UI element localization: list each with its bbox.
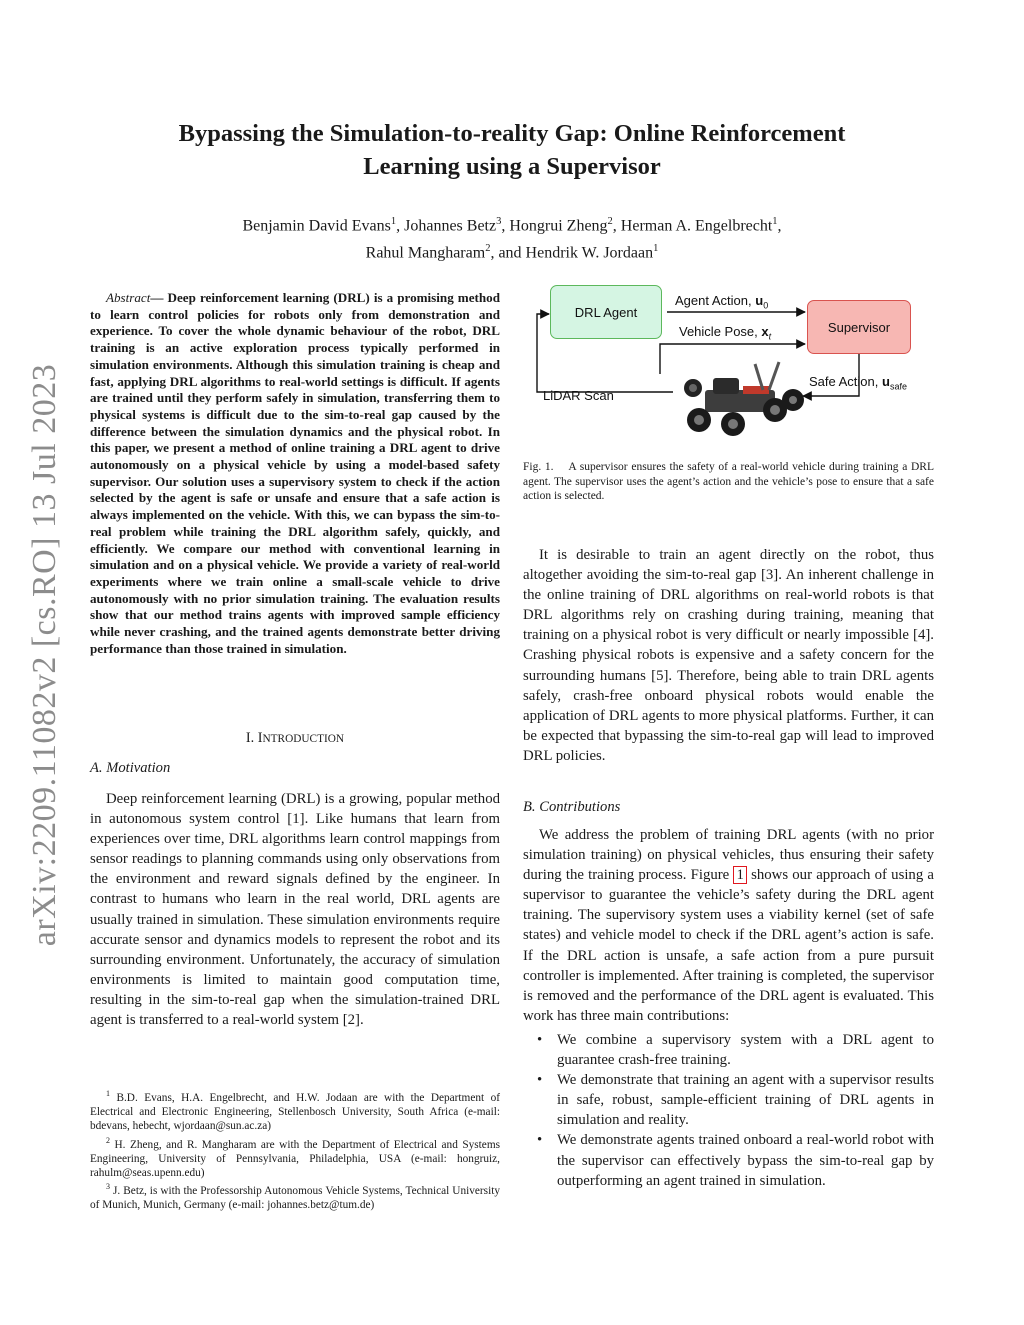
figure-reference-link[interactable]: 1 <box>733 866 746 884</box>
vehicle-pose-arrow <box>660 344 805 374</box>
arxiv-identifier: arXiv:2209.11082v2 [cs.RO] 13 Jul 2023 <box>26 363 64 947</box>
footnotes <box>90 1087 500 1213</box>
contributions-list <box>523 1030 934 1191</box>
vehicle-pose-label: Vehicle Pose, $x_t$ <box>679 324 772 342</box>
paper-title: Bypassing the Simulation-to-reality Gap: Online Reinforcement Learning using a Supervisor <box>178 120 846 180</box>
vehicle-icon <box>684 362 804 436</box>
lidar-scan-label: LiDAR Scan <box>543 388 614 403</box>
list-item: • We combine a supervisory system with a DRL agent to guarantee crash-free training. <box>537 1031 934 1069</box>
abstract-text: — Deep reinforcement learning (DRL) is a promising method to learn control policies for robots only from demonstration and experience. To cover the whole dynamic behaviour of the robot, DRL training is an active exploration process typically performed in simulation environments. Although this simulation training is cheap and fast, applying DRL algorithms to real-world settings is difficult. If agents are trained until they perform safely in simulation, transferring them to physical systems is difficult due to the sim-to-real gap caused by the difference between the simulation dynamics and the physical robot. In this paper, we present a method of online training a DRL agent to drive autonomously on a physical vehicle by using a model-based safety supervisor. Our solution uses a supervisory system to check if the action selected by the agent is safe or unsafe and ensure that a safe action is always implemented on the vehicle. With this, we can bypass the sim-to-real problem while training the DRL algorithm safely, quickly, and efficiently. We compare our method with conventional learning in simulation and on a physical vehicle. We provide a variety of real-world experiments where we train online a small-scale vehicle to drive autonomously with no prior simulation training. The evaluation results show that our method trains agents with improved sample efficiency while never crashing, and the trained agents demonstrate better driving performance than those trained in simulation. <box>90 290 500 656</box>
supervisor-box: Supervisor <box>807 300 911 354</box>
drl-agent-box: DRL Agent <box>550 285 662 339</box>
contributions-section <box>523 825 934 1191</box>
contributions-paragraph: We address the problem of training DRL agents (with no prior simulation training) on physical vehicles, thus ensuring their safety during the training process. Figure 1 shows our approach of using a supervisor to guarantee the vehicle’s safety during the DRL agent training. The supervisory system uses a viability kernel (set of safe states) and vehicle model to check if the DRL agent’s action is safe. If the DRL action is unsafe, a safe action from a pure pursuit controller is implemented. After training is completed, the supervisor is removed and the performance of the DRL agent is evaluated. This work has three main contributions: <box>523 827 935 1024</box>
right-column-paragraph: It is desirable to train an agent directly on the robot, thus altogether avoiding the sim-to-real gap [3]. An inherent challenge in the online training of DRL algorithms on real-world robots is that DRL algorithms rely on crashing during training, meaning that training on a physical robot is very difficult or nearly impossible [4]. Crashing physical robots is expensive and a safety concern for the surrounding humans [5]. Therefore, being able to train DRL agents safely, crash-free onboard physical robots would enable the application of DRL agents to more physical platforms. Further, it can be expected that bypassing the sim-to-real gap will lead to improved DRL policies. <box>523 547 934 764</box>
author-list: Benjamin David Evans$^1$, Johannes Betz$^3$, Hongrui Zheng$^2$, Herman A. Engelbrecht$^1$, Rahul Mangharam$^2$, and Hendrik W. Jordaan$^1$ <box>242 216 782 262</box>
subsection-contributions: B. Contributions <box>523 799 621 815</box>
subsection-motivation: A. Motivation <box>90 760 171 776</box>
section-heading-introduction: I. INTRODUCTION <box>245 730 345 746</box>
footnote: $^1$ B.D. Evans, H.A. Engelbrecht, and H.W. Jodaan are with the Department of Electrical and Electronic Engineering, Stellenbosch University, South Africa (e-mail: bdevans, hebecht, wjordaan@sun.ac.za) <box>90 1089 500 1133</box>
figure-caption: Fig. 1. A supervisor ensures the safety of a real-world vehicle during training a DRL agent. The supervisor uses the agent’s action and the vehicle’s pose to ensure that a safe action is selected. <box>523 461 935 503</box>
footnote: $^2$ H. Zheng, and R. Mangharam are with the Department of Electrical and Systems Engineering, University of Pennsylvania, Philadelphia, USA (e-mail: hongruiz, rahulm@seas.upenn.edu) <box>90 1135 500 1180</box>
motivation-paragraph: Deep reinforcement learning (DRL) is a growing, popular method in autonomous system control [1]. Like humans that learn from experiences over time, DRL algorithms learn control mappings from sensor readings to planning commands using only observations from the environment and reward signals defined by the engineer. In contrast to humans who learn in the real world, DRL agents are usually trained in simulation. These simulation environments require accurate sensor and dynamics models to represent the robot and its surrounding environment. Unfortunately, the accuracy of simulation environments is limited to maintain good computation time, resulting in the sim-to-real gap when the simulation-trained DRL agent is transferred to a real-world system [2]. <box>90 791 500 1029</box>
safe-action-label: Safe Action, $u_{safe}$ <box>809 374 907 392</box>
abstract <box>90 290 500 657</box>
footnote: $^3$ J. Betz, is with the Professorship Autonomous Vehicle Systems, Technical University of Munich, Munich, Germany (e-mail: johannes.betz@tum.de) <box>90 1182 500 1212</box>
list-item: • We demonstrate agents trained onboard a real-world robot with the supervisor can effectively bypass the sim-to-real gap by outperforming an agent trained in simulation. <box>537 1132 934 1189</box>
abstract-label: Abstract <box>106 290 151 305</box>
agent-action-label: Agent Action, $u_0$ <box>675 293 769 311</box>
list-item: • We demonstrate that training an agent with a supervisor results in safe, robust, sample-efficient training of DRL agents in simulation and reality. <box>537 1072 934 1129</box>
figure-1-diagram <box>523 282 934 442</box>
